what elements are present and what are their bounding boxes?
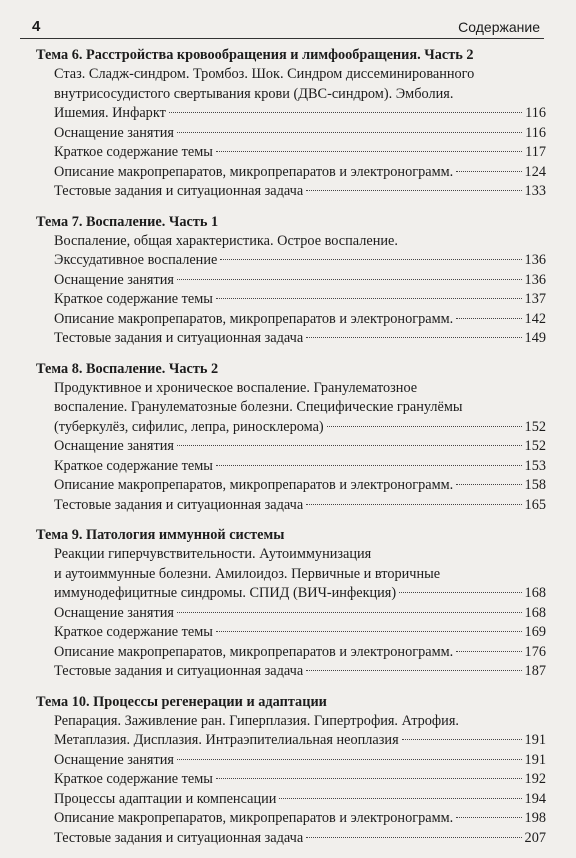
dot-leader [456,171,521,172]
entry-label: Краткое содержание темы [54,624,213,640]
entry-label: Тестовые задания и ситуационная задача [54,496,304,513]
topic-entries [36,712,546,849]
toc-entry [54,290,546,310]
toc-entry [54,251,546,271]
entry-label: Описание макропрепаратов, микропрепаратов и электронограмм. [54,310,454,327]
dot-leader [456,817,521,818]
dot-leader [306,670,521,671]
toc-entry [54,143,546,163]
dot-leader [220,259,521,260]
dot-leader [399,592,521,593]
entry-page-number: 198 [524,810,546,826]
entry-label: воспаление. Гранулематозные болезни. Специфические гранулёмы [54,399,463,415]
toc-entry [54,310,546,330]
toc-entry [54,829,546,849]
toc-entry [54,232,546,252]
entry-label: Тестовые задания и ситуационная задача [54,183,304,199]
dot-leader [306,504,521,505]
toc-topic [36,692,546,849]
dot-leader [456,651,521,652]
toc-entry [54,104,546,124]
entry-page-number: 142 [524,310,546,327]
toc-entry [54,85,546,105]
toc-topic [36,359,546,516]
dot-leader [177,612,522,613]
page-number: 4 [32,18,41,35]
dot-leader [216,298,522,299]
page-header [20,16,544,39]
entry-page-number: 149 [524,330,546,346]
entry-page-number: 191 [524,751,546,768]
entry-label: Реакции гиперчувствительности. Аутоиммунизация [54,546,372,562]
entry-label: Краткое содержание темы [54,291,213,307]
topic-title: Тема 6. Расстройства кровообращения и лимфообращения. Часть 2 [36,47,474,63]
dot-leader [456,484,521,485]
entry-page-number: 191 [524,732,546,748]
dot-leader [306,337,521,338]
entry-page-number: 187 [524,663,546,679]
entry-label: Экссудативное воспаление [54,252,218,268]
toc-topic [36,45,546,202]
entry-page-number: 194 [524,790,546,807]
dot-leader [177,132,522,133]
entry-label: Тестовые задания и ситуационная задача [54,330,304,346]
toc-entry [54,662,546,682]
toc-entry [54,604,546,624]
dot-leader [216,465,522,466]
entry-page-number: 116 [525,124,546,141]
toc-entry [54,476,546,496]
entry-page-number: 152 [524,438,546,454]
entry-label: Оснащение занятия [54,438,174,454]
toc-entry [54,545,546,565]
dot-leader [279,798,521,799]
entry-label: Описание макропрепаратов, микропрепаратов и электронограмм. [54,163,454,180]
toc-entry [54,770,546,790]
toc-entry [54,623,546,643]
entry-label: Ишемия. Инфаркт [54,105,166,121]
entry-page-number: 153 [524,457,546,474]
entry-label: Метаплазия. Дисплазия. Интраэпителиальная неоплазия [54,732,399,748]
entry-page-number: 168 [524,585,546,601]
entry-label: Оснащение занятия [54,751,174,768]
toc-entry [54,584,546,604]
toc-entry [54,437,546,457]
dot-leader [177,279,522,280]
dot-leader [216,631,522,632]
toc-entry [54,271,546,291]
entry-label: Тестовые задания и ситуационная задача [54,829,304,846]
toc-entry [54,398,546,418]
topic-title: Тема 10. Процессы регенерации и адаптации [36,693,327,710]
entry-page-number: 133 [524,183,546,199]
toc-topic [36,525,546,682]
entry-label: Репарация. Заживление ран. Гиперплазия. Гипертрофия. Атрофия. [54,712,459,729]
dot-leader [169,112,522,113]
topic-title: Тема 9. Патология иммунной системы [36,527,285,543]
entry-label: Процессы адаптации и компенсации [54,790,277,807]
entry-page-number: 116 [525,105,546,121]
topic-entries [36,232,546,349]
entry-label: Краткое содержание темы [54,457,213,474]
toc-entry [54,65,546,85]
entry-page-number: 176 [524,643,546,660]
toc-entry [54,790,546,810]
entry-label: (туберкулёз, сифилис, лепра, риносклерома) [54,418,324,435]
topic-entries [36,379,546,516]
entry-label: Воспаление, общая характеристика. Острое воспаление. [54,232,398,249]
entry-label: иммунодефицитные синдромы. СПИД (ВИЧ-инфекция) [54,585,397,601]
toc-entry [54,329,546,349]
entry-page-number: 137 [524,291,546,307]
dot-leader [177,445,522,446]
toc-entry [54,457,546,477]
entry-page-number: 192 [524,771,546,787]
entry-label: Описание макропрепаратов, микропрепаратов и электронограмм. [54,810,454,826]
dot-leader [216,778,522,779]
entry-label: Краткое содержание темы [54,771,213,787]
entry-label: Описание макропрепаратов, микропрепаратов и электронограмм. [54,643,454,660]
toc-entry [54,809,546,829]
toc-entry [54,496,546,516]
dot-leader [327,426,522,427]
entry-page-number: 136 [524,271,546,288]
dot-leader [216,151,522,152]
entry-page-number: 165 [524,496,546,513]
entry-page-number: 117 [525,144,546,160]
entry-page-number: 136 [524,252,546,268]
toc-entry [54,751,546,771]
entry-label: Стаз. Сладж-синдром. Тромбоз. Шок. Синдром диссеминированного [54,66,475,82]
dot-leader [402,739,522,740]
entry-page-number: 158 [524,477,546,493]
entry-label: Оснащение занятия [54,124,174,141]
toc-topic [36,212,546,349]
entry-label: Оснащение занятия [54,604,174,621]
entry-label: Оснащение занятия [54,271,174,288]
entry-label: и аутоиммунные болезни. Амилоидоз. Первичные и вторичные [54,565,441,582]
entry-label: Описание макропрепаратов, микропрепаратов и электронограмм. [54,477,454,493]
table-of-contents [36,45,546,858]
entry-page-number: 169 [524,624,546,640]
entry-page-number: 124 [524,163,546,180]
entry-label: Краткое содержание темы [54,144,213,160]
dot-leader [306,837,521,838]
toc-entry [54,124,546,144]
toc-entry [54,418,546,438]
entry-page-number: 152 [524,418,546,435]
entry-label: Тестовые задания и ситуационная задача [54,663,304,679]
toc-entry [54,379,546,399]
dot-leader [177,759,522,760]
topic-title: Тема 7. Воспаление. Часть 1 [36,213,219,230]
toc-entry [54,712,546,732]
topic-entries [36,65,546,202]
entry-label: Продуктивное и хроническое воспаление. Гранулематозное [54,379,418,396]
dot-leader [456,318,521,319]
running-title: Содержание [458,19,540,35]
topic-entries [36,545,546,682]
toc-entry [54,163,546,183]
entry-label: внутрисосудистого свертывания крови (ДВС-синдром). Эмболия. [54,85,454,102]
entry-page-number: 207 [524,829,546,846]
entry-page-number: 168 [524,604,546,621]
toc-entry [54,565,546,585]
toc-entry [54,731,546,751]
topic-title: Тема 8. Воспаление. Часть 2 [36,360,219,377]
toc-entry [54,643,546,663]
dot-leader [306,190,521,191]
toc-entry [54,182,546,202]
